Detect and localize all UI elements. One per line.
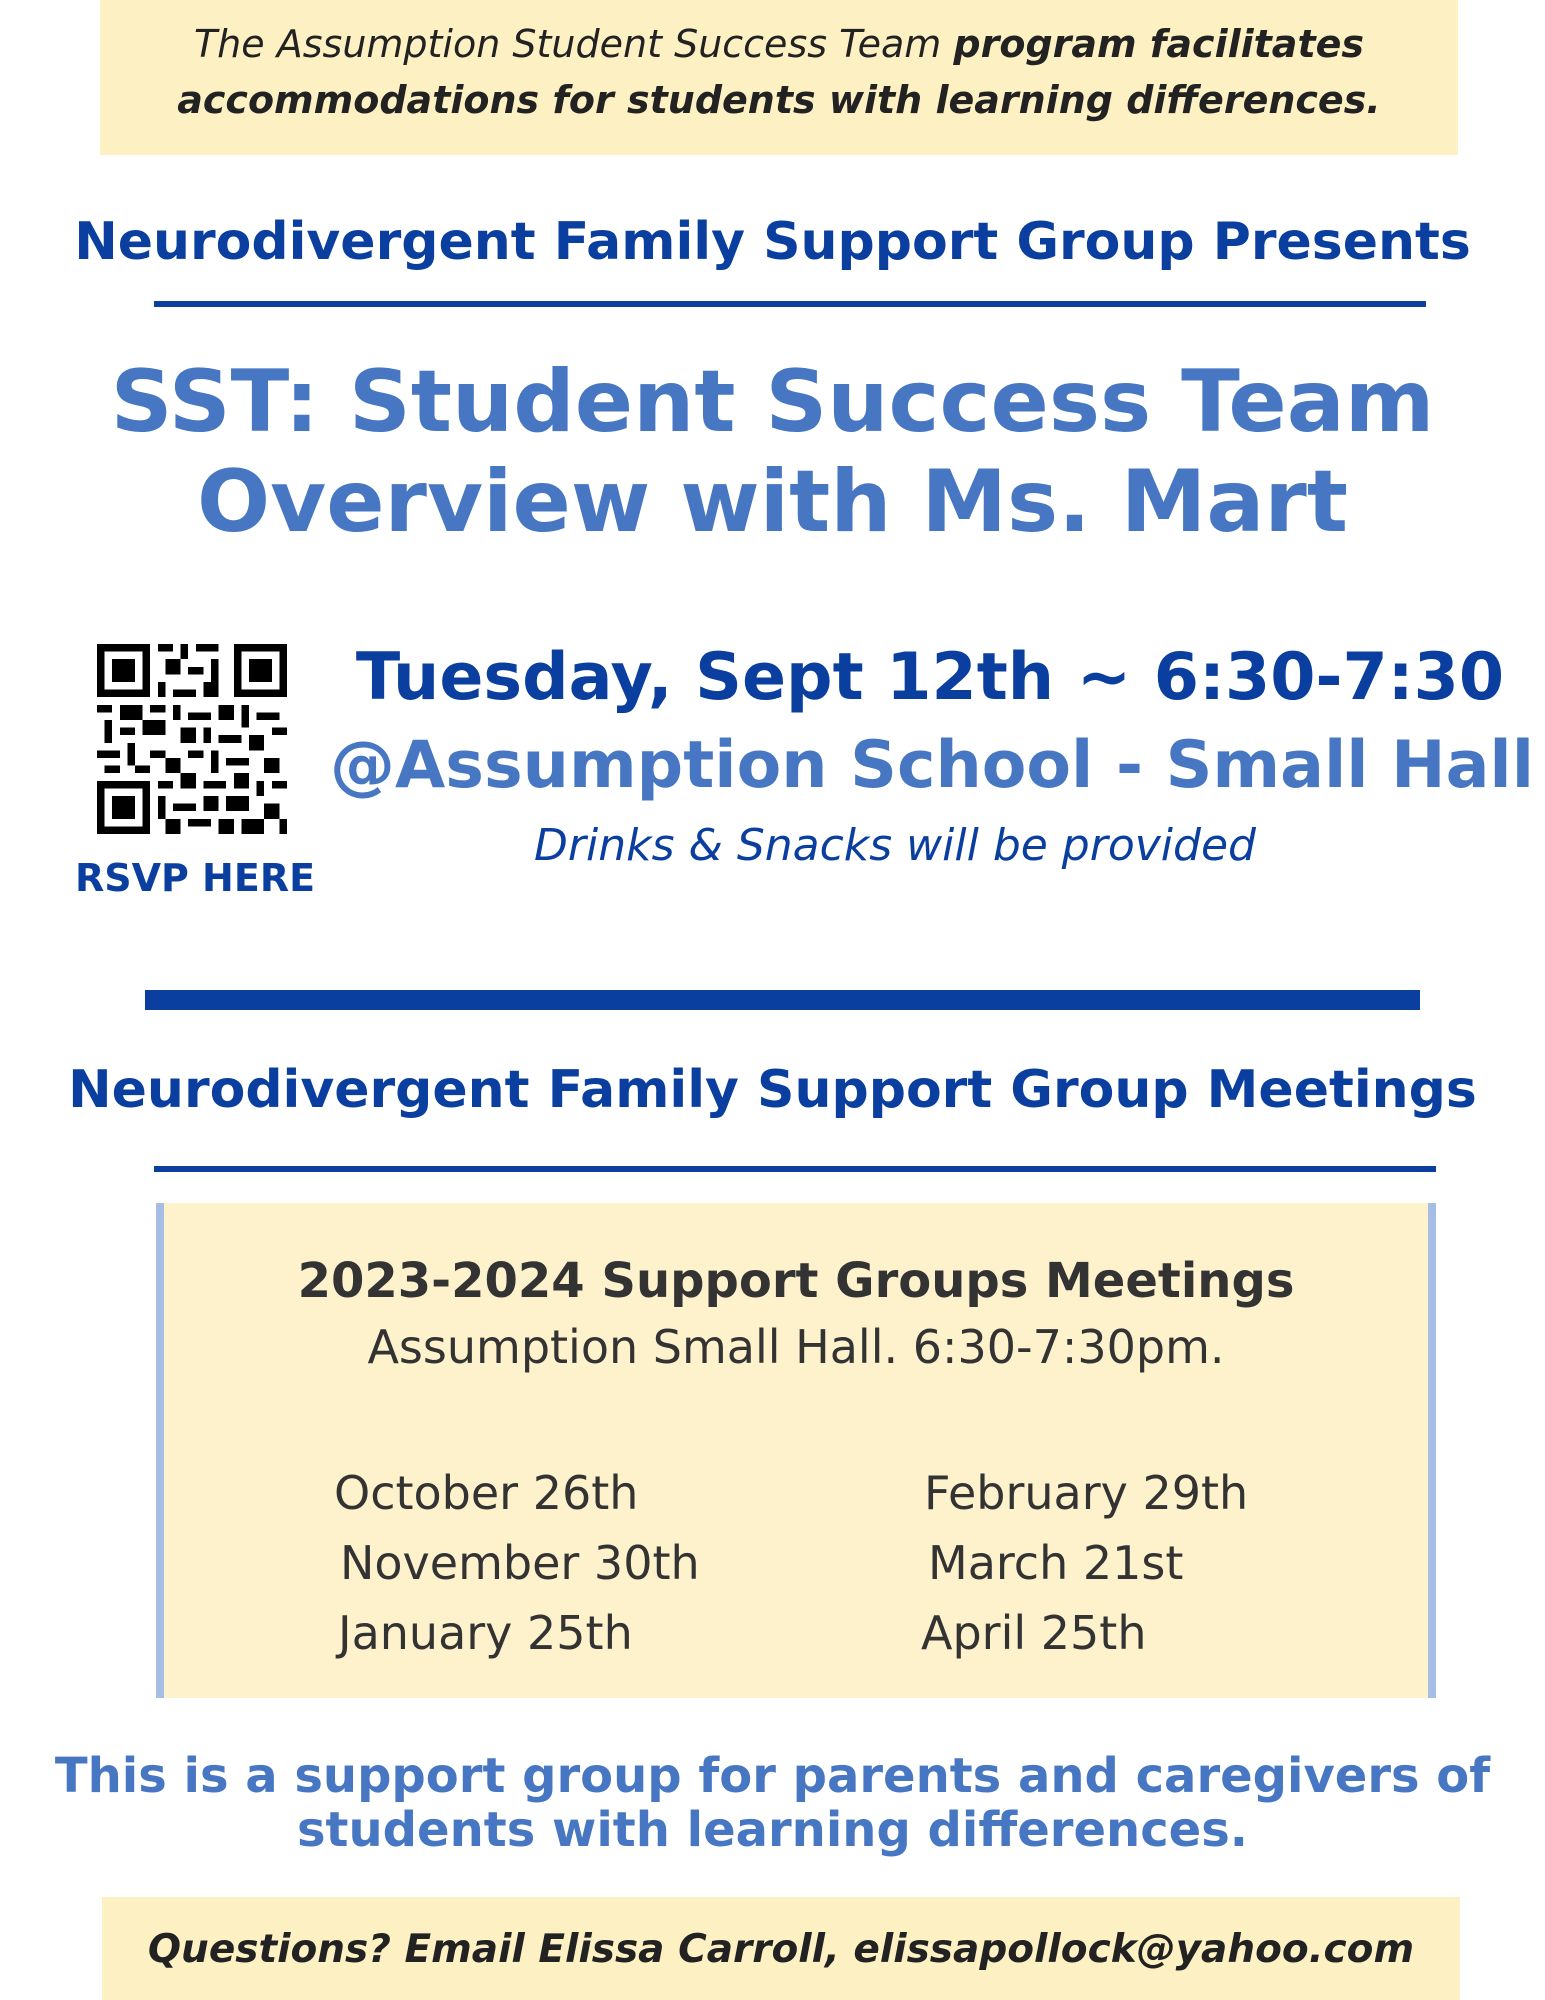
meetings-box	[156, 1203, 1436, 1698]
dates-left-column	[334, 1458, 700, 1668]
section-divider	[145, 990, 1420, 1010]
meetings-box-subtitle: Assumption Small Hall. 6:30-7:30pm.	[367, 1320, 1225, 1374]
meeting-date: November 30th	[340, 1536, 700, 1590]
banner-bold-text-1: program facilitates	[953, 22, 1365, 66]
meeting-date: April 25th	[921, 1606, 1147, 1660]
event-date-time: Tuesday, Sept 12th ~ 6:30-7:30	[355, 640, 1505, 715]
meeting-date: October 26th	[334, 1466, 639, 1520]
meetings-box-title: 2023-2024 Support Groups Meetings	[297, 1253, 1295, 1309]
bottom-banner	[102, 1897, 1460, 2000]
banner-line-1	[100, 22, 1458, 66]
presents-heading: Neurodivergent Family Support Group Presents	[74, 212, 1471, 272]
closing-line-1: This is a support group for parents and caregivers of	[54, 1748, 1491, 1804]
contact-text[interactable]: Questions? Email Elissa Carroll, elissapollock@yahoo.com	[147, 1927, 1415, 1972]
meeting-date: February 29th	[924, 1466, 1249, 1520]
meeting-date: January 25th	[338, 1606, 633, 1660]
dates-right-column	[921, 1458, 1249, 1668]
meetings-divider	[154, 1166, 1436, 1172]
closing-line-2: students with learning differences.	[296, 1802, 1249, 1858]
presents-divider	[154, 301, 1426, 307]
meeting-date: March 21st	[928, 1536, 1184, 1590]
event-note: Drinks & Snacks will be provided	[534, 820, 1256, 871]
main-title-line-2: Overview with Ms. Mart	[197, 452, 1348, 552]
banner-intro-text: The Assumption Student Success Team	[193, 22, 954, 66]
top-banner	[100, 0, 1458, 155]
qr-code-icon[interactable]	[97, 644, 287, 834]
banner-line-2	[100, 78, 1458, 122]
main-title-line-1: SST: Student Success Team	[110, 352, 1435, 452]
meetings-heading: Neurodivergent Family Support Group Meetings	[68, 1060, 1477, 1120]
event-location: @Assumption School - Small Hall	[330, 728, 1534, 803]
banner-bold-text-2: accommodations for students with learning differences.	[177, 78, 1381, 122]
rsvp-label[interactable]: RSVP HERE	[74, 856, 316, 900]
